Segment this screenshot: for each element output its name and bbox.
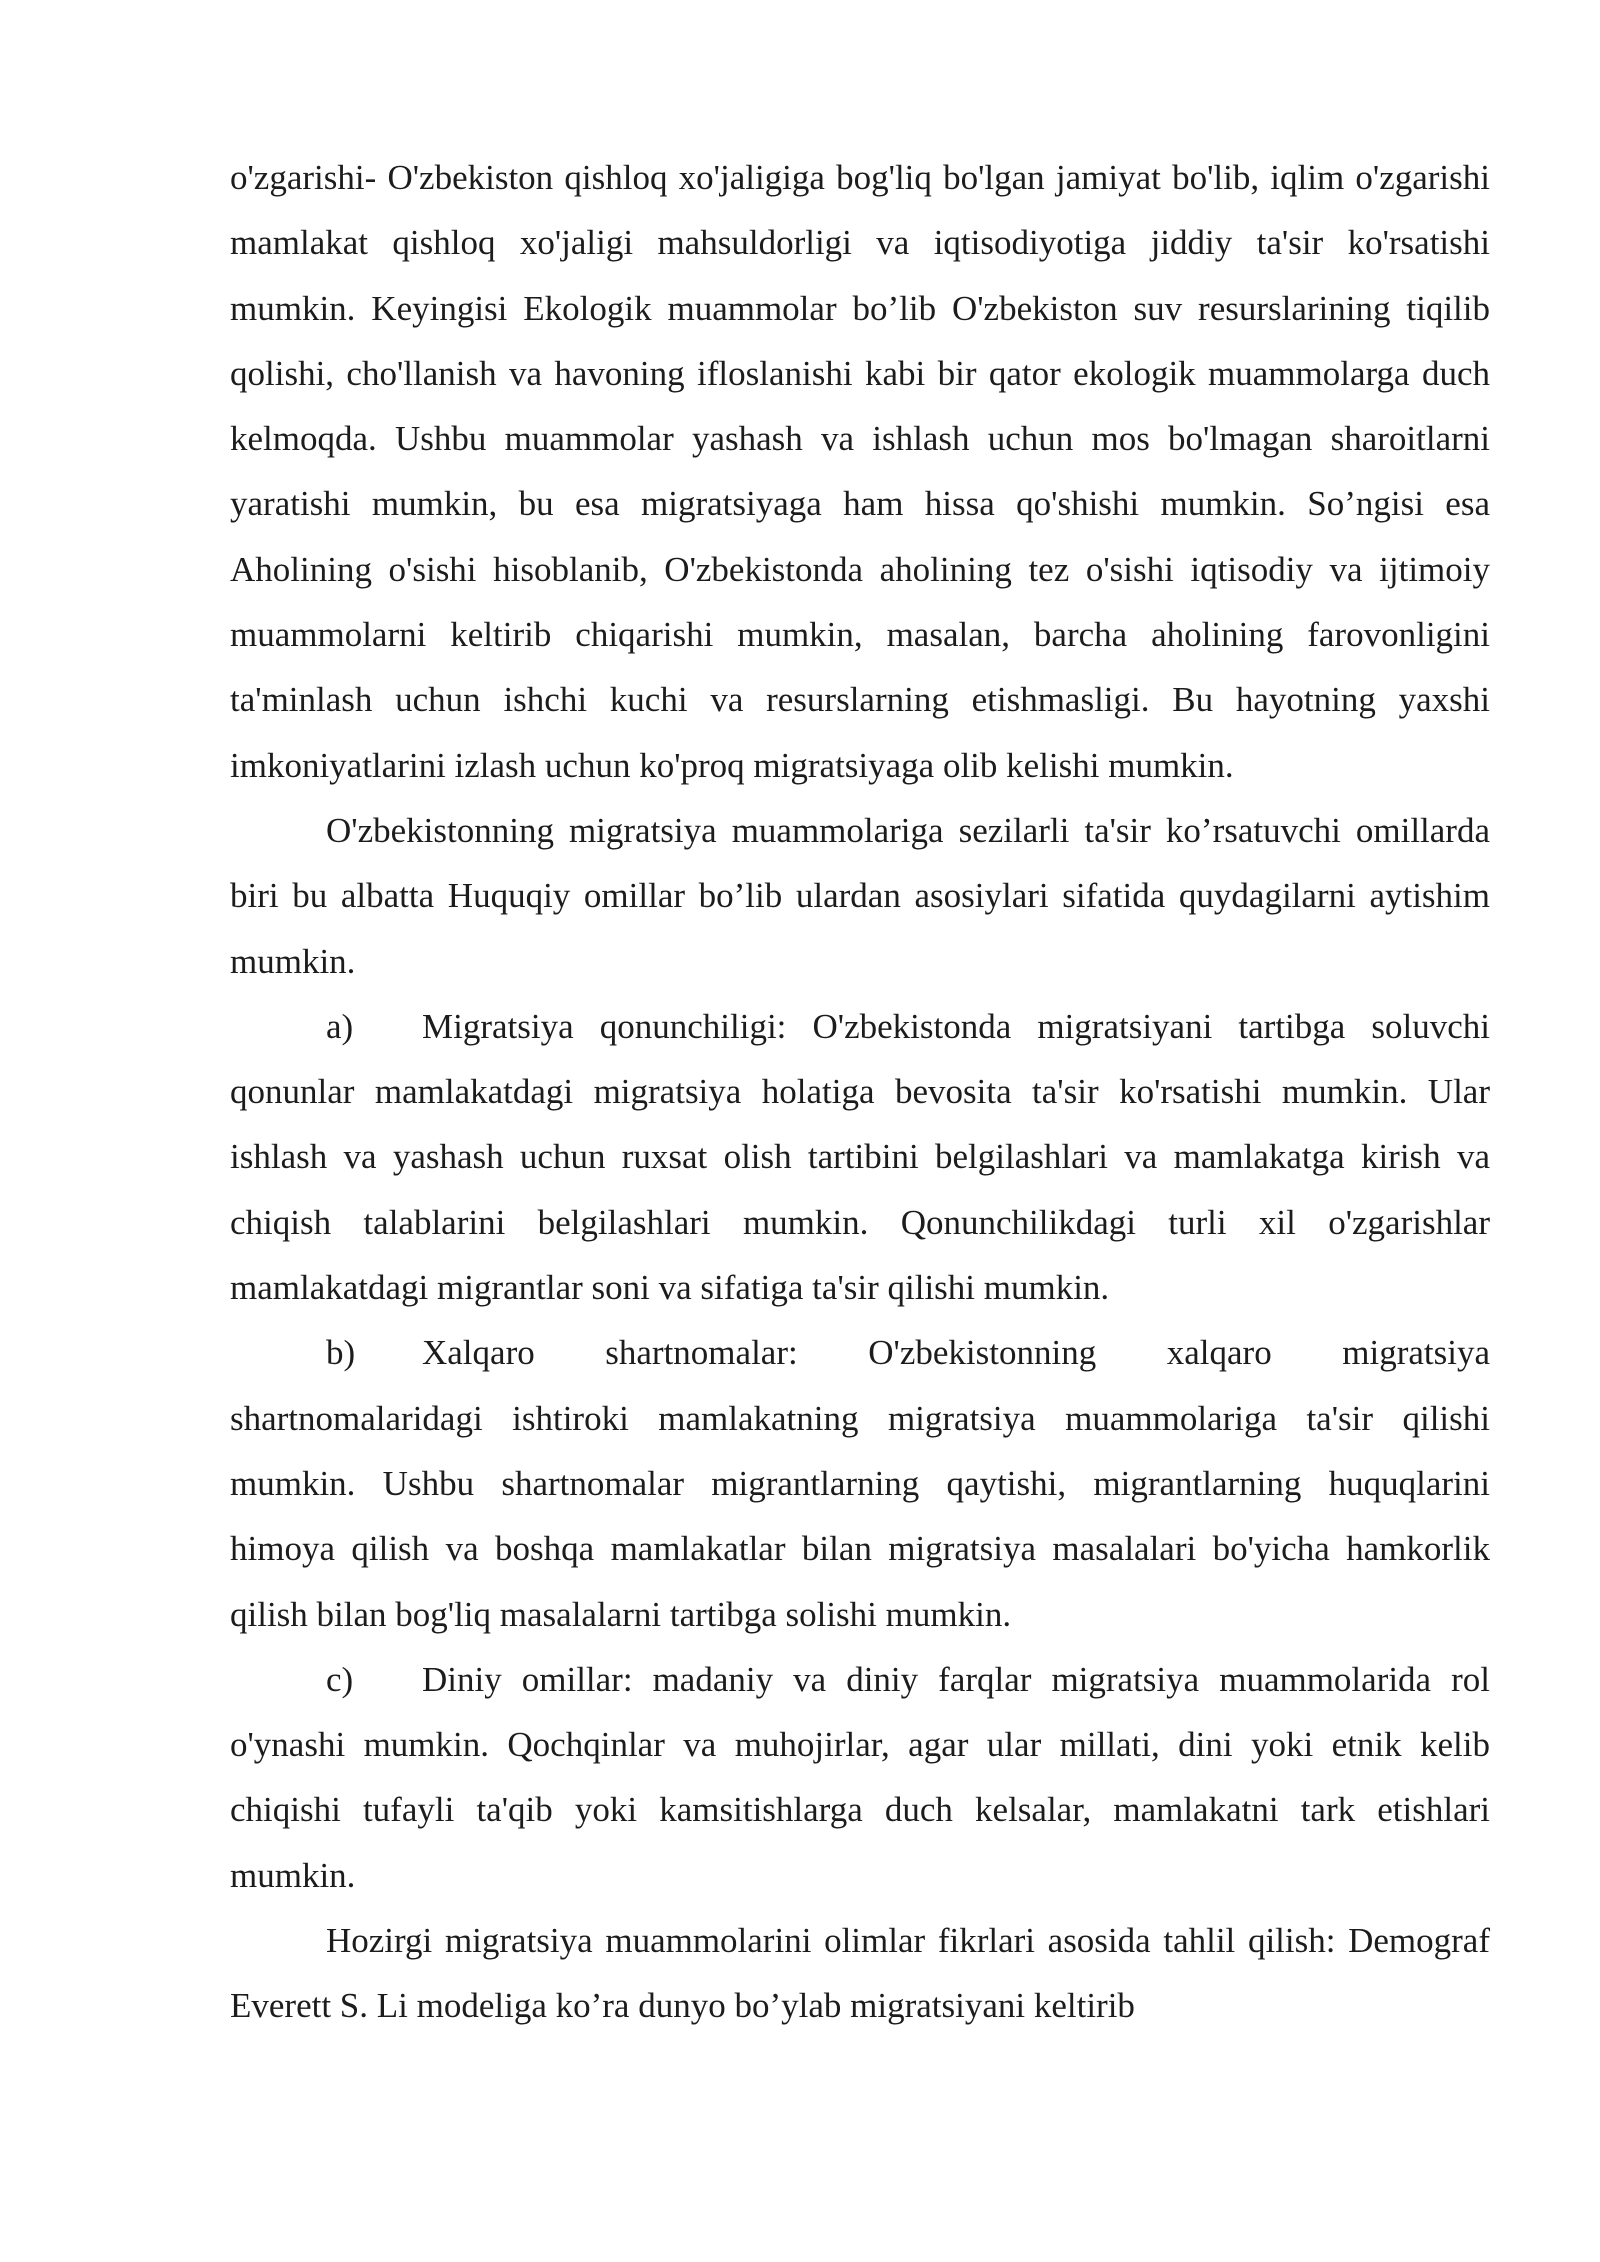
list-item-international-agreements [230,1320,1490,1646]
list-item-text: Xalqaro shartnomalar: O'zbekistonning xalqaro migratsiya shartnomalaridagi ishtiroki mamlakatning migratsiya muammolariga ta'sir qilishi mumkin. Ushbu shartnomalar migrantlarning qaytishi, migrantlarning huquqlarini himoya qilish va boshqa mamlakatlar bilan migratsiya masalalari bo'yicha hamkorlik qilish bilan bog'liq masalalarni tartibga solishi mumkin. [230,1333,1490,1634]
list-marker: c) [326,1659,354,1699]
paragraph-legal-factors-intro: O'zbekistonning migratsiya muammolariga sezilarli ta'sir ko’rsatuvchi omillarda biri bu albatta Huquqiy omillar bo’lib ulardan asosiylari sifatida quydagilarni aytishim mumkin. [230,810,1490,981]
paragraph-scholars-analysis: Hozirgi migratsiya muammolarini olimlar fikrlari asosida tahlil qilish: Demograf Everett S. Li modeliga ko’ra dunyo bo’ylab migratsiyani keltirib [230,1921,1490,2026]
list-marker: b) [326,1333,356,1373]
document-page [230,145,1490,2039]
list-item-migration-law [230,994,1490,1320]
list-item-religious-factors [230,1647,1490,1908]
list-marker: a) [326,1006,354,1046]
list-item-text: Migratsiya qonunchiligi: O'zbekistonda migratsiyani tartibga soluvchi qonunlar mamlakatdagi migratsiya holatiga bevosita ta'sir ko'rsatishi mumkin. Ular ishlash va yashash uchun ruxsat olish tartibini belgilashlari va mamlakatga kirish va chiqish talablarini belgilashlari mumkin. Qonunchilikdagi turli xil o'zgarishlar mamlakatdagi migrantlar soni va sifatiga ta'sir qilishi mumkin. [230,1006,1490,1308]
paragraph-continuation: o'zgarishi- O'zbekiston qishloq xo'jaligiga bog'liq bo'lgan jamiyat bo'lib, iqlim o'zgarishi mamlakat qishloq xo'jaligi mahsuldorligi va iqtisodiyotiga jiddiy ta'sir ko'rsatishi mumkin. Keyingisi Ekologik muammolar bo’lib O'zbekiston suv resurslarining tiqilib qolishi, cho'llanish va havoning ifloslanishi kabi bir qator ekologik muammolarga duch kelmoqda. Ushbu muammolar yashash va ishlash uchun mos bo'lmagan sharoitlarni yaratishi mumkin, bu esa migratsiyaga ham hissa qo'shishi mumkin. So’ngisi esa Aholining o'sishi hisoblanib, O'zbekistonda aholining tez o'sishi iqtisodiy va ijtimoiy muammolarni keltirib chiqarishi mumkin, masalan, barcha aholining farovonligini ta'minlash uchun ishchi kuchi va resurslarning etishmasligi. Bu hayotning yaxshi imkoniyatlarini izlash uchun ko'proq migratsiyaga olib kelishi mumkin. [230,158,1490,785]
list-item-text: Diniy omillar: madaniy va diniy farqlar migratsiya muammolarida rol o'ynashi mumkin. Qochqinlar va muhojirlar, agar ular millati, dini yoki etnik kelib chiqishi tufayli ta'qib yoki kamsitishlarga duch kelsalar, mamlakatni tark etishlari mumkin. [230,1659,1490,1895]
